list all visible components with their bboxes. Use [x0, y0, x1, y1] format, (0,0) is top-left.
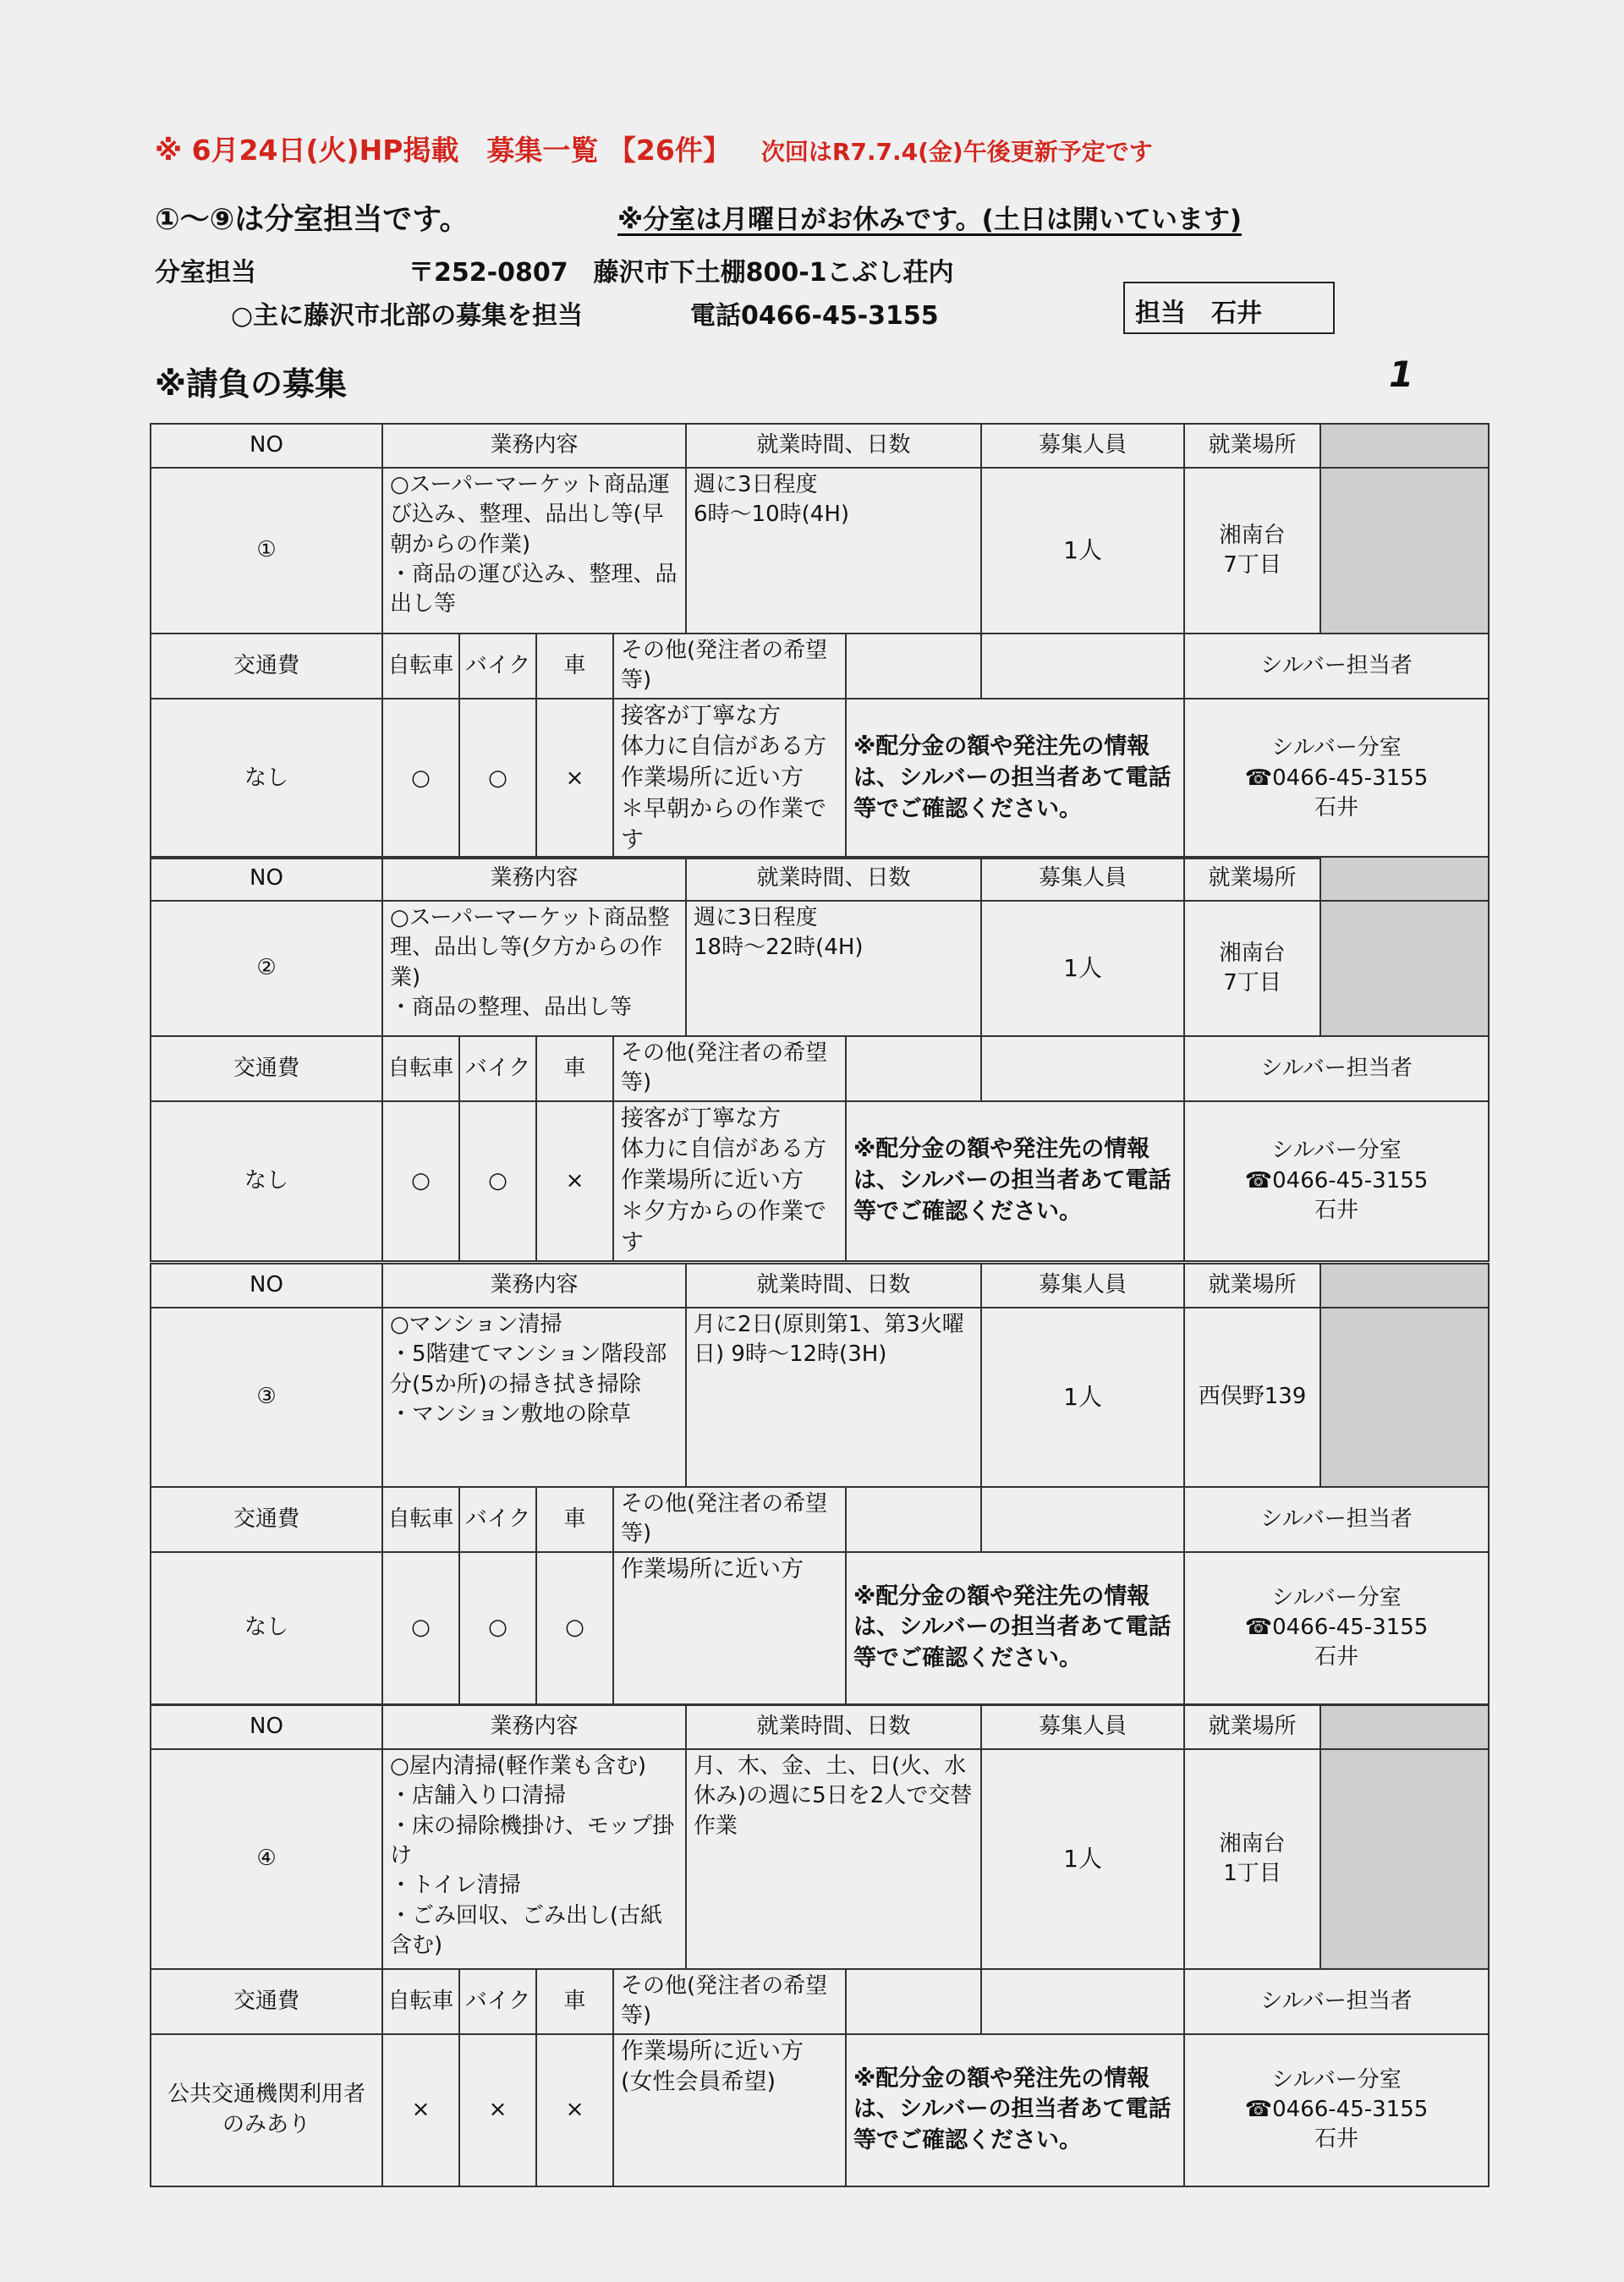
header-shade: [1320, 1264, 1489, 1308]
header-hours: 就業時間、日数: [686, 1705, 981, 1749]
header-bike: バイク: [459, 634, 536, 699]
header-work: 業務内容: [382, 857, 686, 901]
job-staff: [1184, 699, 1489, 859]
branch-tel: 電話0466-45-3155: [690, 301, 939, 331]
header-transport: 交通費: [151, 1036, 382, 1101]
header-bicycle: 自転車: [382, 1487, 459, 1552]
header-other: その他(発注者の希望等): [613, 634, 846, 699]
text-line: 1丁目: [1223, 1861, 1281, 1886]
job-car: ×: [536, 2034, 613, 2186]
job-transport: なし: [151, 1101, 382, 1262]
text-line: ○スーパーマーケット商品運び込み、整理、品出し等(早朝からの作業): [390, 472, 670, 557]
text-line: 石井: [1314, 2126, 1359, 2153]
text-line: 作業場所に近い方: [621, 2038, 804, 2065]
job-notice: ※配分金の額や発注先の情報は、シルバーの担当者あて電話等でご確認ください。: [846, 1552, 1184, 1704]
job-table: [150, 856, 1490, 1262]
text-line: 作業場所に近い方: [621, 1555, 804, 1583]
headline-next-update: 次回はR7.7.4(金)午後更新予定です: [760, 138, 1153, 166]
job-bicycle: ○: [382, 699, 459, 859]
job-place: [1184, 1749, 1320, 1969]
job-other: [613, 2034, 846, 2186]
header-other: その他(発注者の希望等): [613, 1487, 846, 1552]
header-blank-1: [846, 1487, 981, 1552]
job-number: ①: [151, 468, 382, 634]
header-staff: シルバー担当者: [1184, 1036, 1489, 1101]
job-transport: なし: [151, 699, 382, 859]
job-work: [382, 1308, 686, 1487]
header-bike: バイク: [459, 1487, 536, 1552]
text-line: ☎0466-45-3155: [1244, 1167, 1429, 1193]
header-transport: 交通費: [151, 1969, 382, 2034]
header-car: 車: [536, 634, 613, 699]
job-number: ③: [151, 1308, 382, 1487]
job-hours: [686, 468, 981, 634]
branch-label: 分室担当: [155, 258, 256, 288]
text-line: 作業場所に近い方: [621, 1167, 804, 1194]
staff-box: 担当 石井: [1123, 282, 1335, 334]
header-no: NO: [151, 424, 382, 468]
header-blank-2: [981, 1487, 1184, 1552]
page-number: 1: [1389, 354, 1414, 395]
job-place: [1184, 901, 1320, 1036]
text-line: 月に2日(原則第1、第3火曜日) 9時～12時(3H): [694, 1312, 964, 1368]
text-line: 作業場所に近い方: [621, 765, 804, 792]
header-blank-1: [846, 634, 981, 699]
text-line: 6時～10時(4H): [694, 502, 850, 528]
job-people: 1人: [981, 901, 1184, 1036]
header-bike: バイク: [459, 1969, 536, 2034]
text-line: 7丁目: [1223, 970, 1281, 996]
branch-intro-line: [155, 196, 1242, 239]
header-bicycle: 自転車: [382, 634, 459, 699]
job-hours: [686, 1749, 981, 1969]
header-work: 業務内容: [382, 424, 686, 468]
job-other: [613, 1101, 846, 1262]
header-staff: シルバー担当者: [1184, 1487, 1489, 1552]
header-other: その他(発注者の希望等): [613, 1969, 846, 2034]
text-line: (女性会員希望): [621, 2069, 776, 2096]
header-blank-2: [981, 1036, 1184, 1101]
job-transport: なし: [151, 1552, 382, 1704]
header-work: 業務内容: [382, 1264, 686, 1308]
text-line: ・5階建てマンション階段部分(5か所)の掃き拭き掃除: [390, 1341, 667, 1397]
job-car: ×: [536, 699, 613, 859]
section-title: ※請負の募集: [155, 365, 347, 403]
text-line: 週に3日程度: [694, 905, 818, 930]
headline-main: ※ 6月24日(火)HP掲載 募集一覧 【26件】: [155, 134, 731, 167]
header-blank-2: [981, 634, 1184, 699]
header-shade: [1320, 857, 1489, 901]
branch-address: 〒252-0807 藤沢市下土棚800-1こぶし荘内: [409, 258, 954, 288]
text-line: ・床の掃除機掛け、モップ掛け: [390, 1813, 675, 1869]
text-line: 湘南台: [1219, 940, 1286, 966]
job-staff: [1184, 1552, 1489, 1704]
branch-address-line: [155, 251, 954, 288]
job-table: [150, 1263, 1490, 1705]
job-bicycle: ×: [382, 2034, 459, 2186]
text-line: 週に3日程度: [694, 472, 818, 497]
job-people: 1人: [981, 1308, 1184, 1487]
job-hours: [686, 1308, 981, 1487]
job-number: ②: [151, 901, 382, 1036]
job-bike: ○: [459, 699, 536, 859]
job-transport: 公共交通機関利用者のみあり: [151, 2034, 382, 2186]
text-line: シルバー分室: [1271, 735, 1402, 761]
job-car: ×: [536, 1101, 613, 1262]
job-work: [382, 1749, 686, 1969]
text-line: ・マンション敷地の除草: [390, 1402, 631, 1428]
job-number: ④: [151, 1749, 382, 1969]
header-place: 就業場所: [1184, 857, 1320, 901]
header-shade: [1320, 424, 1489, 468]
text-line: 湘南台: [1219, 522, 1286, 548]
header-place: 就業場所: [1184, 1705, 1320, 1749]
job-other: [613, 699, 846, 859]
job-staff: [1184, 2034, 1489, 2186]
job-shade: [1320, 468, 1489, 634]
text-line: ・商品の運び込み、整理、品出し等: [390, 562, 678, 617]
header-car: 車: [536, 1969, 613, 2034]
text-line: ○マンション清掃: [390, 1312, 562, 1337]
text-line: 7丁目: [1223, 552, 1281, 578]
text-line: ＊夕方からの作業です: [621, 1198, 826, 1256]
header-bicycle: 自転車: [382, 1969, 459, 2034]
job-place: [1184, 468, 1320, 634]
header-no: NO: [151, 1705, 382, 1749]
text-line: ☎0466-45-3155: [1244, 1615, 1429, 1641]
text-line: 接客が丁寧な方: [621, 702, 781, 729]
job-table: [150, 1704, 1490, 2187]
header-people: 募集人員: [981, 1705, 1184, 1749]
job-shade: [1320, 901, 1489, 1036]
text-line: 西俣野139: [1198, 1384, 1307, 1410]
header-bike: バイク: [459, 1036, 536, 1101]
text-line: ○スーパーマーケット商品整理、品出し等(夕方からの作業): [390, 905, 670, 990]
header-staff: シルバー担当者: [1184, 1969, 1489, 2034]
text-line: ・ごみ回収、ごみ出し(古紙含む): [390, 1902, 663, 1959]
header-hours: 就業時間、日数: [686, 1264, 981, 1308]
header-bicycle: 自転車: [382, 1036, 459, 1101]
text-line: ☎0466-45-3155: [1244, 2097, 1429, 2123]
header-place: 就業場所: [1184, 1264, 1320, 1308]
text-line: ・トイレ清掃: [390, 1873, 521, 1899]
text-line: 体力に自信がある方: [621, 1136, 826, 1163]
job-shade: [1320, 1308, 1489, 1487]
header-transport: 交通費: [151, 1487, 382, 1552]
job-notice: ※配分金の額や発注先の情報は、シルバーの担当者あて電話等でご確認ください。: [846, 1101, 1184, 1262]
header-work: 業務内容: [382, 1705, 686, 1749]
text-line: シルバー分室: [1271, 1138, 1402, 1164]
text-line: 石井: [1314, 1198, 1359, 1224]
job-bike: ○: [459, 1101, 536, 1262]
branch-intro: ①～⑨は分室担当です。: [155, 203, 469, 237]
text-line: 月、木、金、土、日(火、水休み)の週に5日を2人で交替作業: [694, 1753, 973, 1839]
text-line: 湘南台: [1219, 1830, 1286, 1857]
header-shade: [1320, 1705, 1489, 1749]
header-staff: シルバー担当者: [1184, 634, 1489, 699]
job-people: 1人: [981, 468, 1184, 634]
job-shade: [1320, 1749, 1489, 1969]
header-transport: 交通費: [151, 634, 382, 699]
text-line: ○屋内清掃(軽作業も含む): [390, 1753, 646, 1779]
job-people: 1人: [981, 1749, 1184, 1969]
branch-holiday-note: ※分室は月曜日がお休みです。(土日は開いています): [617, 205, 1242, 235]
header-people: 募集人員: [981, 857, 1184, 901]
header-no: NO: [151, 1264, 382, 1308]
header-blank-1: [846, 1969, 981, 2034]
header-car: 車: [536, 1036, 613, 1101]
text-line: ☎0466-45-3155: [1244, 765, 1429, 791]
job-notice: ※配分金の額や発注先の情報は、シルバーの担当者あて電話等でご確認ください。: [846, 2034, 1184, 2186]
job-bike: ○: [459, 1552, 536, 1704]
text-line: 18時～22時(4H): [694, 935, 864, 961]
header-blank-2: [981, 1969, 1184, 2034]
text-line: シルバー分室: [1271, 1584, 1402, 1610]
job-bicycle: ○: [382, 1552, 459, 1704]
text-line: 接客が丁寧な方: [621, 1105, 781, 1132]
header-no: NO: [151, 857, 382, 901]
job-other: [613, 1552, 846, 1704]
job-staff: [1184, 1101, 1489, 1262]
text-line: ・店舗入り口清掃: [390, 1783, 567, 1809]
branch-scope: ○主に藤沢市北部の募集を担当: [231, 301, 584, 331]
text-line: ＊早朝からの作業です: [621, 795, 826, 853]
header-place: 就業場所: [1184, 424, 1320, 468]
header-hours: 就業時間、日数: [686, 857, 981, 901]
header-hours: 就業時間、日数: [686, 424, 981, 468]
text-line: ・商品の整理、品出し等: [390, 995, 633, 1021]
header-blank-1: [846, 1036, 981, 1101]
job-bike: ×: [459, 2034, 536, 2186]
job-bicycle: ○: [382, 1101, 459, 1262]
job-hours: [686, 901, 981, 1036]
text-line: シルバー分室: [1271, 2066, 1402, 2093]
text-line: 石井: [1314, 1644, 1359, 1670]
header-other: その他(発注者の希望等): [613, 1036, 846, 1101]
header-car: 車: [536, 1487, 613, 1552]
job-work: [382, 468, 686, 634]
job-table: [150, 423, 1490, 859]
branch-scope-line: [231, 294, 939, 332]
job-notice: ※配分金の額や発注先の情報は、シルバーの担当者あて電話等でご確認ください。: [846, 699, 1184, 859]
text-line: 体力に自信がある方: [621, 733, 826, 760]
text-line: 石井: [1314, 795, 1359, 821]
headline: [155, 129, 1153, 168]
job-place: [1184, 1308, 1320, 1487]
job-work: [382, 901, 686, 1036]
header-people: 募集人員: [981, 424, 1184, 468]
header-people: 募集人員: [981, 1264, 1184, 1308]
job-car: ○: [536, 1552, 613, 1704]
